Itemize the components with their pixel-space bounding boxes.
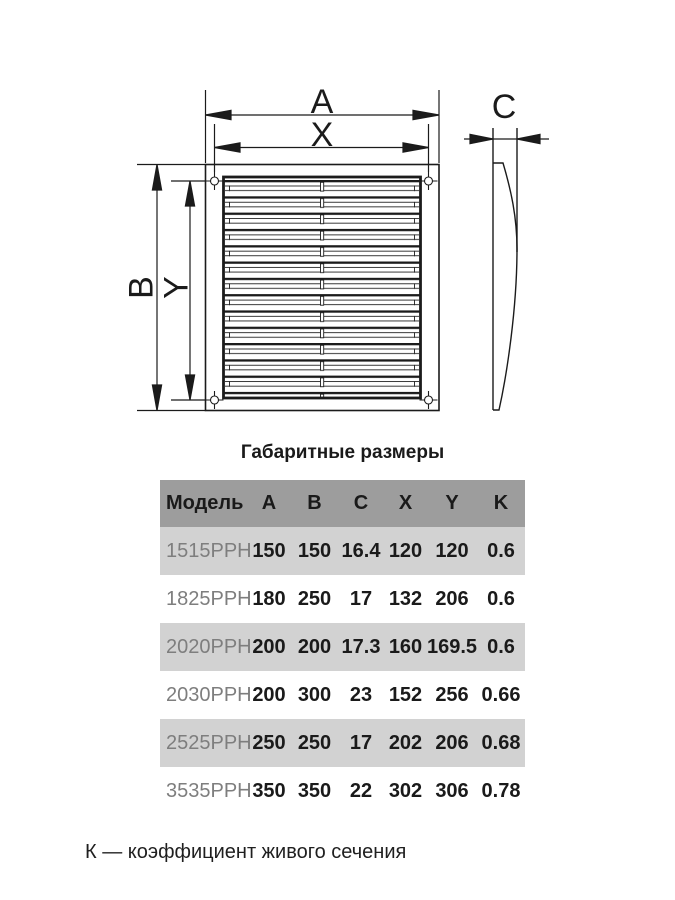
value-x: 132 bbox=[388, 587, 423, 610]
value-x: 160 bbox=[388, 635, 423, 658]
value-a: 150 bbox=[252, 539, 286, 562]
value-b: 250 bbox=[297, 731, 332, 754]
value-x: 152 bbox=[388, 683, 423, 706]
value-k: 0.6 bbox=[487, 635, 515, 658]
table-header-row bbox=[160, 480, 525, 527]
value-y: 306 bbox=[435, 779, 469, 802]
table-row bbox=[160, 671, 525, 719]
dimension-y-label: Y bbox=[157, 276, 196, 299]
dimension-drawing bbox=[0, 0, 675, 436]
value-k: 0.78 bbox=[481, 779, 521, 802]
value-a: 200 bbox=[252, 635, 286, 658]
grille-side-view bbox=[493, 128, 517, 410]
table-row bbox=[160, 719, 525, 767]
table-row bbox=[160, 527, 525, 575]
model-name: 2020PPH bbox=[166, 635, 252, 658]
table-title: Габаритные размеры bbox=[240, 442, 445, 463]
dimensions-table bbox=[160, 480, 525, 815]
value-x: 302 bbox=[388, 779, 423, 802]
value-a: 350 bbox=[252, 779, 286, 802]
dimension-b-label: B bbox=[122, 276, 161, 299]
k-coefficient-note: К — коэффициент живого сечения bbox=[85, 841, 407, 863]
value-b: 350 bbox=[297, 779, 332, 802]
value-c: 23 bbox=[349, 683, 373, 706]
value-c: 16.4 bbox=[341, 539, 381, 562]
value-b: 200 bbox=[297, 635, 332, 658]
value-y: 120 bbox=[435, 539, 469, 562]
column-header-k: K bbox=[493, 492, 509, 514]
value-y: 169.5 bbox=[427, 635, 478, 658]
value-k: 0.6 bbox=[487, 587, 515, 610]
table-row bbox=[160, 623, 525, 671]
value-b: 250 bbox=[297, 587, 332, 610]
value-y: 206 bbox=[435, 587, 469, 610]
dimension-c bbox=[464, 134, 549, 143]
grille-front-view bbox=[206, 165, 440, 411]
model-name: 2030PPH bbox=[166, 683, 252, 706]
value-a: 180 bbox=[252, 587, 286, 610]
value-b: 300 bbox=[297, 683, 332, 706]
column-header-c: C bbox=[353, 492, 369, 514]
value-k: 0.66 bbox=[481, 683, 521, 706]
model-name: 3535PPH bbox=[166, 779, 252, 802]
value-a: 250 bbox=[252, 731, 286, 754]
value-k: 0.68 bbox=[481, 731, 521, 754]
grille-louvres bbox=[224, 177, 421, 398]
column-header-y: Y bbox=[445, 492, 459, 514]
dimension-a-label: A bbox=[310, 83, 334, 121]
table-row bbox=[160, 575, 525, 623]
value-c: 17.3 bbox=[341, 635, 381, 658]
value-c: 17 bbox=[349, 587, 373, 610]
model-name: 1825PPH bbox=[166, 587, 252, 610]
value-c: 22 bbox=[349, 779, 373, 802]
value-k: 0.6 bbox=[487, 539, 515, 562]
value-c: 17 bbox=[349, 731, 373, 754]
column-header-b: B bbox=[307, 492, 322, 514]
value-a: 200 bbox=[252, 683, 286, 706]
column-header-model: Модель bbox=[166, 492, 244, 514]
column-header-x: X bbox=[398, 492, 413, 514]
value-y: 256 bbox=[435, 683, 469, 706]
column-header-a: A bbox=[261, 492, 277, 514]
dimension-x-label: X bbox=[310, 116, 334, 154]
value-x: 120 bbox=[388, 539, 423, 562]
model-name: 1515PPH bbox=[166, 539, 252, 562]
model-name: 2525PPH bbox=[166, 731, 252, 754]
value-y: 206 bbox=[435, 731, 469, 754]
value-x: 202 bbox=[388, 731, 423, 754]
dimension-c-label: C bbox=[491, 88, 517, 126]
value-b: 150 bbox=[297, 539, 332, 562]
table-row bbox=[160, 767, 525, 815]
